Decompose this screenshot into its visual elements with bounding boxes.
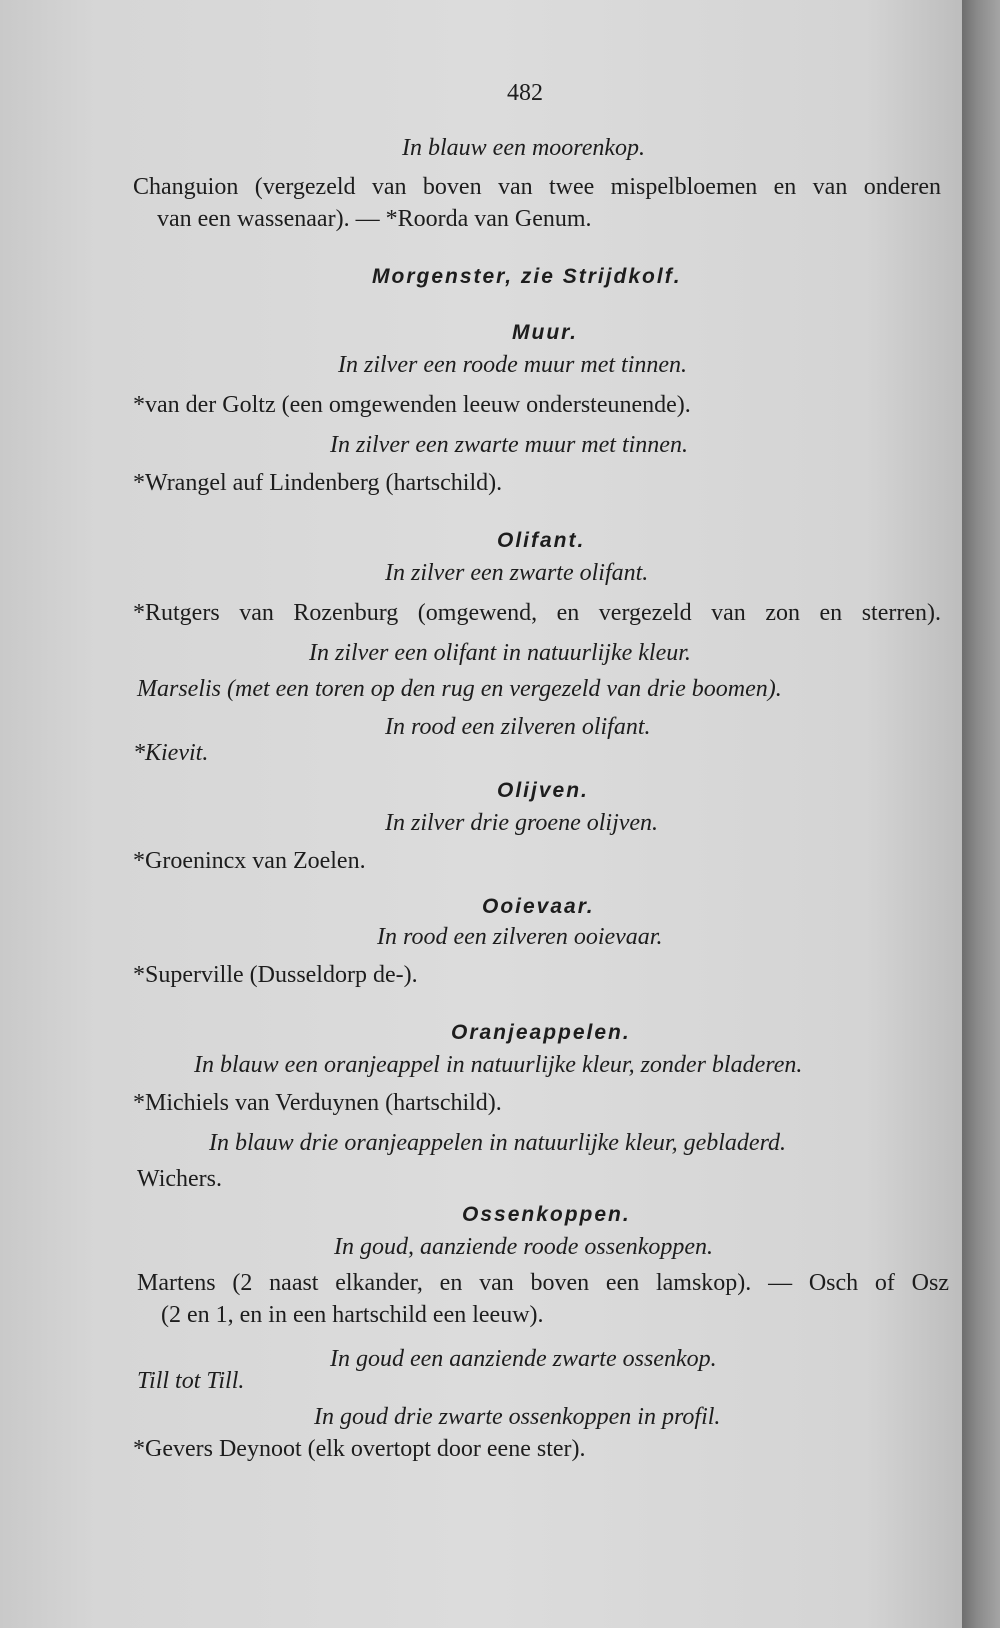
blazon-line: In goud een aanziende zwarte ossenkop. [330,1346,717,1372]
blazon-line: In blauw een oranjeappel in natuurlijke kleur, zonder bladeren. [194,1052,803,1078]
page-number: 482 [507,80,543,106]
blazon-line: In zilver een roode muur met tinnen. [338,352,688,378]
blazon-line: In rood een zilveren olifant. [385,714,651,740]
blazon-line: In blauw een moorenkop. [402,135,646,161]
entry-line: Marselis (met een toren op den rug en vergezeld van drie boomen). [137,676,782,702]
blazon-line: In goud, aanziende roode ossenkoppen. [334,1234,714,1260]
entry-line: *Kievit. [133,740,209,766]
blazon-line: In zilver een zwarte muur met tinnen. [330,432,688,458]
entry-line: *Superville (Dusseldorp de-). [133,962,418,988]
book-spine-edge [962,0,1000,1628]
entry-line: *Groenincx van Zoelen. [133,848,366,874]
entry-line: *Michiels van Verduynen (hartschild). [133,1090,502,1116]
entry-line: *Rutgers van Rozenburg (omgewend, en vergezeld van zon en sterren). [133,600,941,626]
section-heading: Oranjeappelen. [451,1021,631,1044]
section-heading: Morgenster, zie Strijdkolf. [372,265,682,288]
blazon-line: In zilver een zwarte olifant. [385,560,649,586]
entry-line: *Wrangel auf Lindenberg (hartschild). [133,470,503,496]
blazon-line: In blauw drie oranjeappelen in natuurlijke kleur, gebladerd. [209,1130,787,1156]
entry-line: *Gevers Deynoot (elk overtopt door eene ster). [133,1436,586,1462]
section-heading: Muur. [512,321,578,344]
blazon-line: In zilver drie groene olijven. [385,810,659,836]
entry-line: Changuion (vergezeld van boven van twee mispelbloemen en van onderen [133,174,941,200]
blazon-line: In rood een zilveren ooievaar. [377,924,663,950]
entry-line: Wichers. [137,1166,222,1192]
section-heading: Olijven. [497,779,589,802]
section-heading: Ooievaar. [482,895,595,918]
entry-line: *van der Goltz (een omgewenden leeuw ondersteunende). [133,392,691,418]
section-heading: Ossenkoppen. [462,1203,631,1226]
section-heading: Olifant. [497,529,586,552]
entry-line: Martens (2 naast elkander, en van boven een lamskop). — Osch of Osz [137,1270,949,1296]
entry-line: (2 en 1, en in een hartschild een leeuw). [161,1302,544,1328]
blazon-line: In goud drie zwarte ossenkoppen in profil. [314,1404,721,1430]
blazon-line: In zilver een olifant in natuurlijke kleur. [309,640,691,666]
entry-line: van een wassenaar). — *Roorda van Genum. [157,206,592,232]
entry-line: Till tot Till. [137,1368,245,1394]
